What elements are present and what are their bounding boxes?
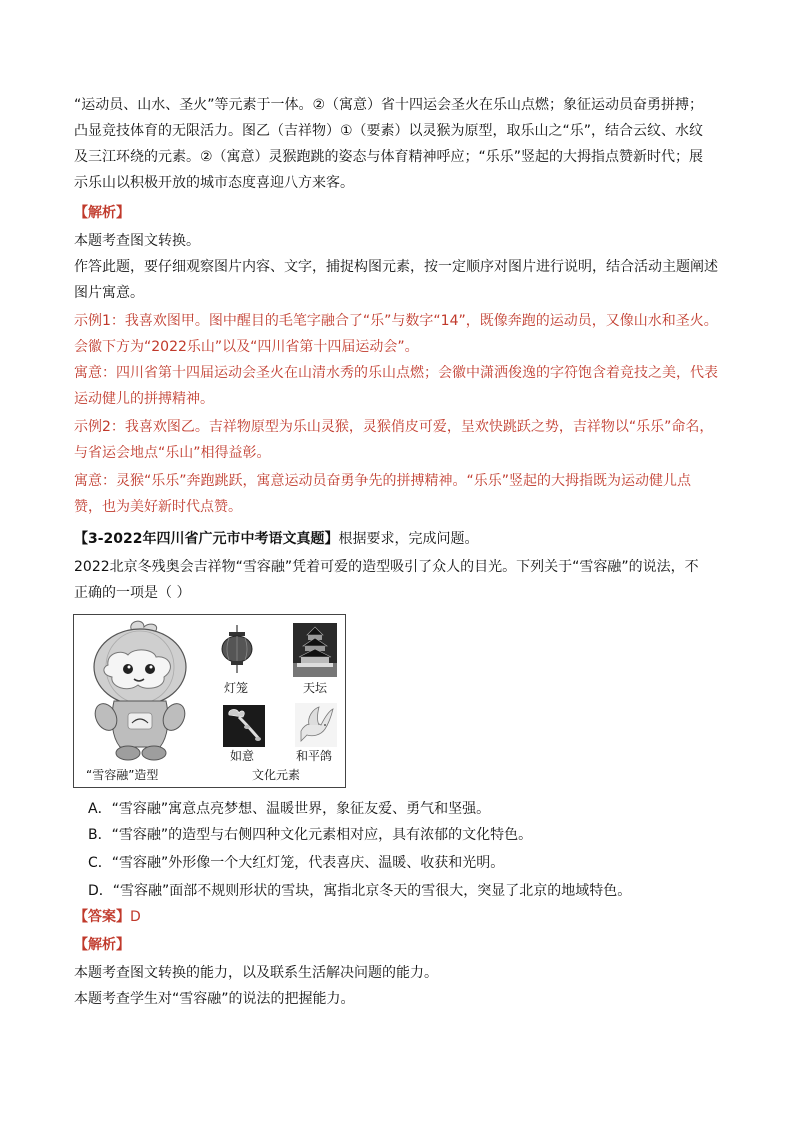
analysis-heading: 【解析】 <box>74 937 130 953</box>
answer-label: 【答案】 <box>74 909 130 925</box>
example-line: 示例2：我喜欢图乙。吉祥物原型为乐山灵猴，灵猴俏皮可爱，呈欢快跳跃之势，吉祥物以“乐乐”命名， <box>74 419 714 435</box>
example-line: 赞，也为美好新时代点赞。 <box>74 499 242 515</box>
option-c: C．“雪容融”外形像一个大红灯笼，代表喜庆、温暖、收获和光明。 <box>88 855 505 871</box>
example-line: 运动健儿的拼搏精神。 <box>74 391 214 407</box>
example-line: 与省运会地点“乐山”相得益彰。 <box>74 445 271 461</box>
question-stem: 2022北京冬残奥会吉祥物“雪容融”凭着可爱的造型吸引了众人的目光。下列关于“雪容融”的说法，不 <box>74 559 699 575</box>
culture-caption: 文化元素 <box>252 768 301 782</box>
question-instruction: 根据要求，完成问题。 <box>338 531 479 547</box>
option-b: B．“雪容融”的造型与右侧四种文化元素相对应，具有浓郁的文化特色。 <box>88 827 533 843</box>
analysis-line: 图片寓意。 <box>74 285 144 301</box>
peace-dove-image <box>295 703 337 747</box>
example-line: 寓意：灵猴“乐乐”奔跑跳跃，寓意运动员奋勇争先的拼搏精神。“乐乐”竖起的大拇指既为运动健儿点 <box>74 473 692 489</box>
figure-mascot-culture <box>73 614 346 788</box>
example-line: 会徽下方为“2022乐山”以及“四川省第十四届运动会”。 <box>74 339 419 355</box>
temple-of-heaven-image <box>293 623 337 677</box>
text-line: “运动员、山水、圣火”等元素于一体。②（寓意）省十四运会圣火在乐山点燃；象征运动员奋勇拼搏； <box>74 97 704 113</box>
culture-item-label: 和平鸽 <box>296 749 333 763</box>
text-line: 示乐山以积极开放的城市态度喜迎八方来客。 <box>74 175 354 191</box>
mascot-caption: “雪容融”造型 <box>86 768 159 782</box>
question-header <box>74 529 479 549</box>
question-stem: 正确的一项是（ ） <box>74 585 191 601</box>
option-d: D．“雪容融”面部不规则形状的雪块，寓指北京冬天的雪很大，突显了北京的地域特色。 <box>88 883 632 899</box>
answer-line <box>74 907 141 927</box>
example-line: 寓意：四川省第十四届运动会圣火在山清水秀的乐山点燃；会徽中潇洒俊逸的字符饱含着竞技之美，代表 <box>74 365 718 381</box>
answer-value: D <box>130 909 141 925</box>
text-line: 凸显竞技体育的无限活力。图乙（吉祥物）①（要素）以灵猴为原型，取乐山之“乐”，结合云纹、水纹 <box>74 123 704 139</box>
option-a: A．“雪容融”寓意点亮梦想、温暖世界，象征友爱、勇气和坚强。 <box>88 801 491 817</box>
text-line: 及三江环绕的元素。②（寓意）灵猴跑跳的姿态与体育精神呼应；“乐乐”竖起的大拇指点赞新时代；展 <box>74 149 704 165</box>
culture-item-label: 灯笼 <box>224 681 249 695</box>
lantern-image <box>220 625 254 673</box>
example-line: 示例1：我喜欢图甲。图中醒目的毛笔字融合了“乐”与数字“14”，既像奔跑的运动员，又像山水和圣火。 <box>74 313 718 329</box>
culture-item-label: 天坛 <box>303 681 328 695</box>
ruyi-image <box>223 705 265 747</box>
question-source: 【3-2022年四川省广元市中考语文真题】 <box>74 531 339 547</box>
analysis-heading: 【解析】 <box>74 205 130 221</box>
analysis-line: 作答此题，要仔细观察图片内容、文字，捕捉构图元素，按一定顺序对图片进行说明，结合活动主题阐述 <box>74 259 718 275</box>
culture-item-label: 如意 <box>230 749 255 763</box>
analysis-line: 本题考查图文转换的能力，以及联系生活解决问题的能力。 <box>74 965 438 981</box>
mascot-image <box>84 619 196 767</box>
analysis-line: 本题考查学生对“雪容融”的说法的把握能力。 <box>74 991 355 1007</box>
analysis-line: 本题考查图文转换。 <box>74 233 200 249</box>
